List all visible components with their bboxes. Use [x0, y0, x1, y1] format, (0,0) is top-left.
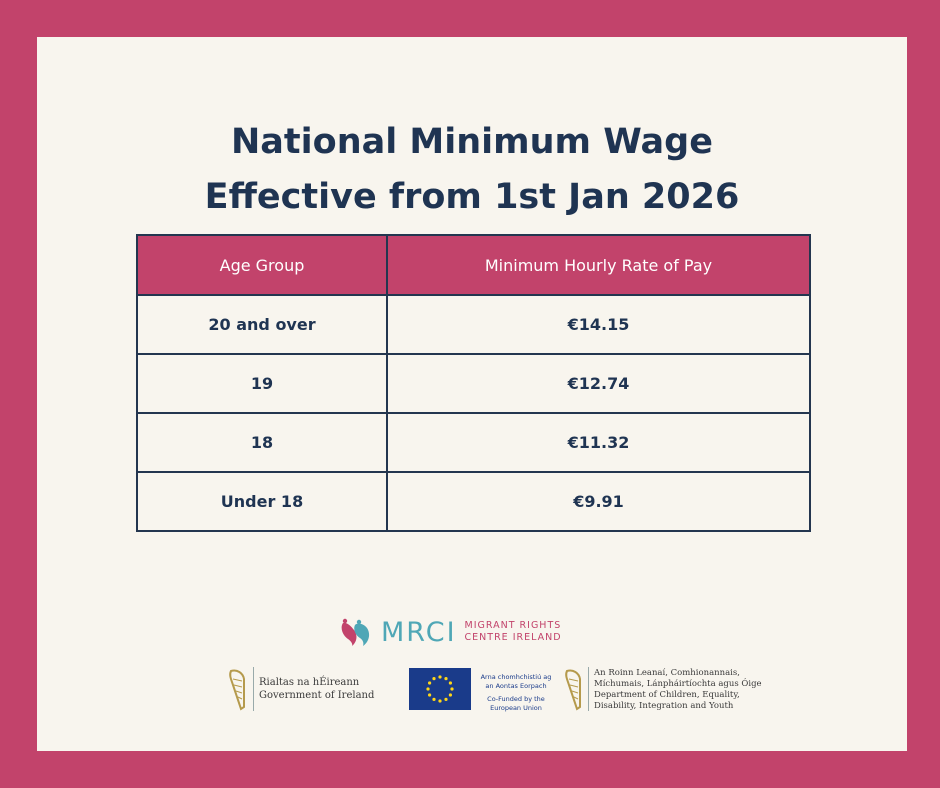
mrci-logo-icon — [339, 617, 373, 647]
age-cell: 18 — [137, 413, 387, 472]
rate-cell: €14.15 — [387, 295, 810, 354]
dept-line-4: Disability, Integration and Youth — [594, 701, 734, 711]
dept-line-2: Míchumais, Lánpháirtíochta agus Óige — [594, 679, 762, 689]
table-row — [137, 354, 810, 413]
rate-cell: €11.32 — [387, 413, 810, 472]
dept-divider — [588, 667, 589, 711]
wage-table — [136, 234, 811, 532]
table-row — [137, 472, 810, 531]
harp-icon — [227, 667, 247, 711]
eu-line-4: European Union — [490, 704, 542, 712]
mrci-wordmark: MRCI — [381, 616, 457, 648]
content-panel — [37, 37, 907, 751]
title-line-2: Effective from 1st Jan 2026 — [204, 177, 740, 217]
gov-line-1: Rialtas na hÉireann — [259, 677, 360, 688]
age-cell: 19 — [137, 354, 387, 413]
gov-divider — [253, 667, 254, 711]
eu-line-2: an Aontas Eorpach — [485, 682, 547, 690]
eu-cofunded-text — [477, 673, 555, 713]
header-hourly-rate: Minimum Hourly Rate of Pay — [387, 235, 810, 295]
table-header-row — [137, 235, 810, 295]
age-cell: 20 and over — [137, 295, 387, 354]
eu-line-1: Arna chomhchistiú ag — [480, 673, 552, 681]
rate-cell: €12.74 — [387, 354, 810, 413]
table-row — [137, 295, 810, 354]
page-title — [37, 115, 907, 225]
mrci-name-line-1: MIGRANT RIGHTS — [464, 620, 562, 631]
dept-line-1: An Roinn Leanaí, Comhionannais, — [594, 668, 740, 678]
dept-line-3: Department of Children, Equality, — [594, 690, 740, 700]
header-age-group: Age Group — [137, 235, 387, 295]
eu-line-3: Co-Funded by the — [487, 695, 545, 703]
dept-text — [594, 668, 762, 712]
table-row — [137, 413, 810, 472]
age-cell: Under 18 — [137, 472, 387, 531]
gov-ireland-text — [259, 676, 374, 702]
mrci-full-name — [465, 620, 562, 644]
title-line-1: National Minimum Wage — [231, 122, 713, 162]
gov-line-2: Government of Ireland — [259, 690, 375, 701]
rate-cell: €9.91 — [387, 472, 810, 531]
mrci-name-line-2: CENTRE IRELAND — [464, 632, 562, 643]
funder-logos — [227, 665, 762, 715]
harp-icon — [563, 667, 583, 711]
eu-flag-icon — [409, 668, 471, 710]
mrci-logo — [339, 615, 562, 649]
